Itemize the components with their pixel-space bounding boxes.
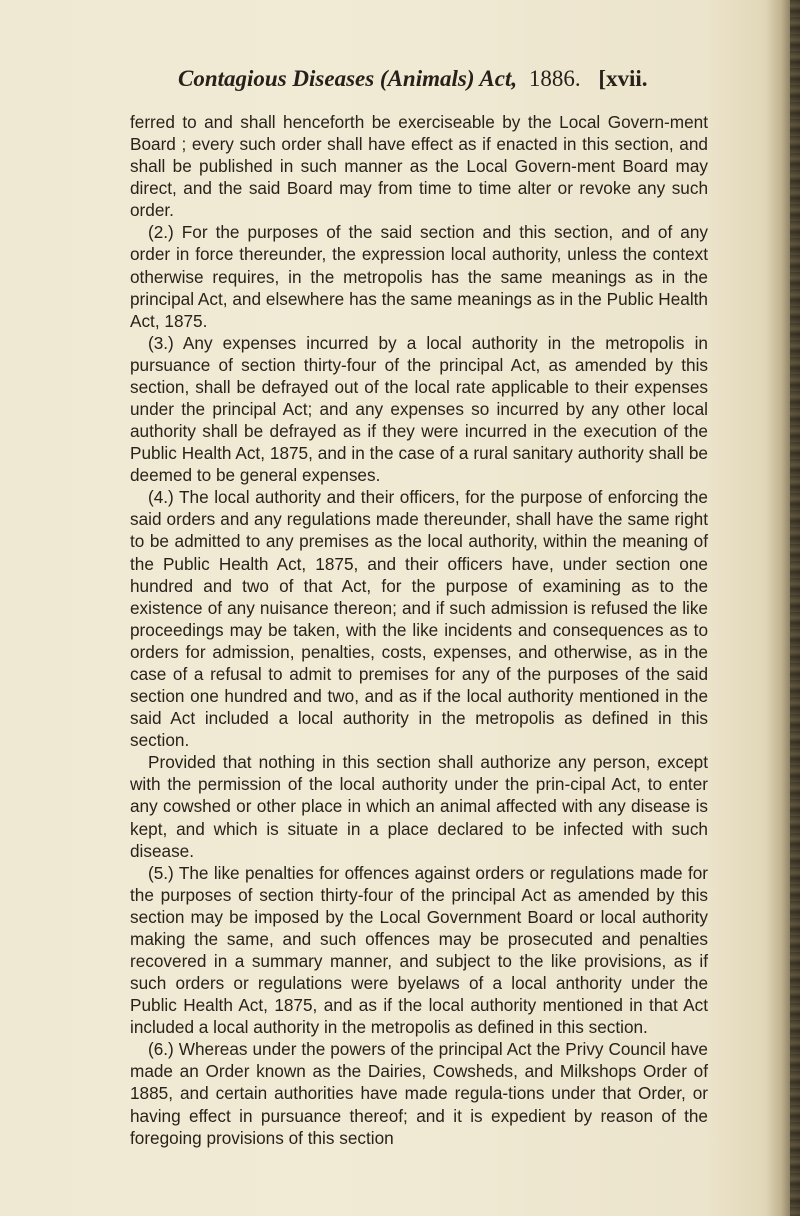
header-chapter: [xvii. <box>598 66 648 91</box>
paragraph-proviso: Provided that nothing in this section shall authorize any person, except with the permission of the local authority under the prin-cipal Act, to enter any cowshed or other place in which an animal affected with any disease is kept, and which is situate in a place declared to be infected with such disease. <box>130 752 708 861</box>
paragraph-subsection-3: (3.) Any expenses incurred by a local authority in the metropolis in pursuance of section thirty-four of the principal Act, as amended by this section, shall be defrayed out of the local rate applicable to their expenses under the principal Act; and any expenses so incurred by any other local authority shall be defrayed as if they were incurred in the execution of the Public Health Act, 1875, and in the case of a rural sanitary authority shall be deemed to be general expenses. <box>130 332 708 486</box>
paragraph-continuation: ferred to and shall henceforth be exerciseable by the Local Govern-ment Board ; every such order shall have effect as if enacted in this section, and shall be published in such manner as the Local Govern-ment Board may direct, and the said Board may from time to time alter or revoke any such order. <box>130 112 708 221</box>
header-year: 1886. <box>528 66 581 91</box>
paragraph-subsection-2: (2.) For the purposes of the said section and this section, and of any order in force thereunder, the expression local authority, unless the context otherwise requires, in the metropolis has the same meanings as in the principal Act, and elsewhere has the same meanings as in the Public Health Act, 1875. <box>130 222 708 331</box>
paragraph-subsection-5: (5.) The like penalties for offences against orders or regulations made for the purposes of section thirty-four of the principal Act as amended by this section may be imposed by the Local Government Board or local authority making the same, and such offences may be prosecuted and penalties recovered in a summary manner, and subject to the like provisions, as if such orders or regulations were byelaws of a local anthority under the Public Health Act, 1875, and as if the local authority mentioned in that Act included a local authority in the metropolis as defined in this section. <box>130 862 708 1038</box>
paragraph-subsection-6: (6.) Whereas under the powers of the principal Act the Privy Council have made an Order known as the Dairies, Cowsheds, and Milkshops Order of 1885, and certain authorities have made regula-tions under that Order, or having effect in pursuance thereof; and it is expedient by reason of the foregoing provisions of this section <box>130 1039 708 1148</box>
running-header <box>178 66 738 96</box>
body-text <box>130 111 708 1149</box>
book-spine-edge <box>790 0 800 1216</box>
paragraph-subsection-4: (4.) The local authority and their officers, for the purpose of enforcing the said orders and any regulations made thereunder, shall have the same right to be admitted to any premises as the local authority, within the meaning of the Public Health Act, 1875, and their officers have, under section one hundred and two of that Act, for the purpose of examining as to the existence of any nuisance thereon; and if such admission is refused the like proceedings may be taken, with the like incidents and consequences as to orders for admission, penalties, costs, expenses, and otherwise, as in the case of a refusal to admit to premises for any of the purposes of the said section one hundred and two, and as if the local authority mentioned in the said Act included a local authority in the metropolis as defined in this section. <box>130 487 708 751</box>
header-title: Contagious Diseases (Animals) Act, <box>178 66 518 91</box>
